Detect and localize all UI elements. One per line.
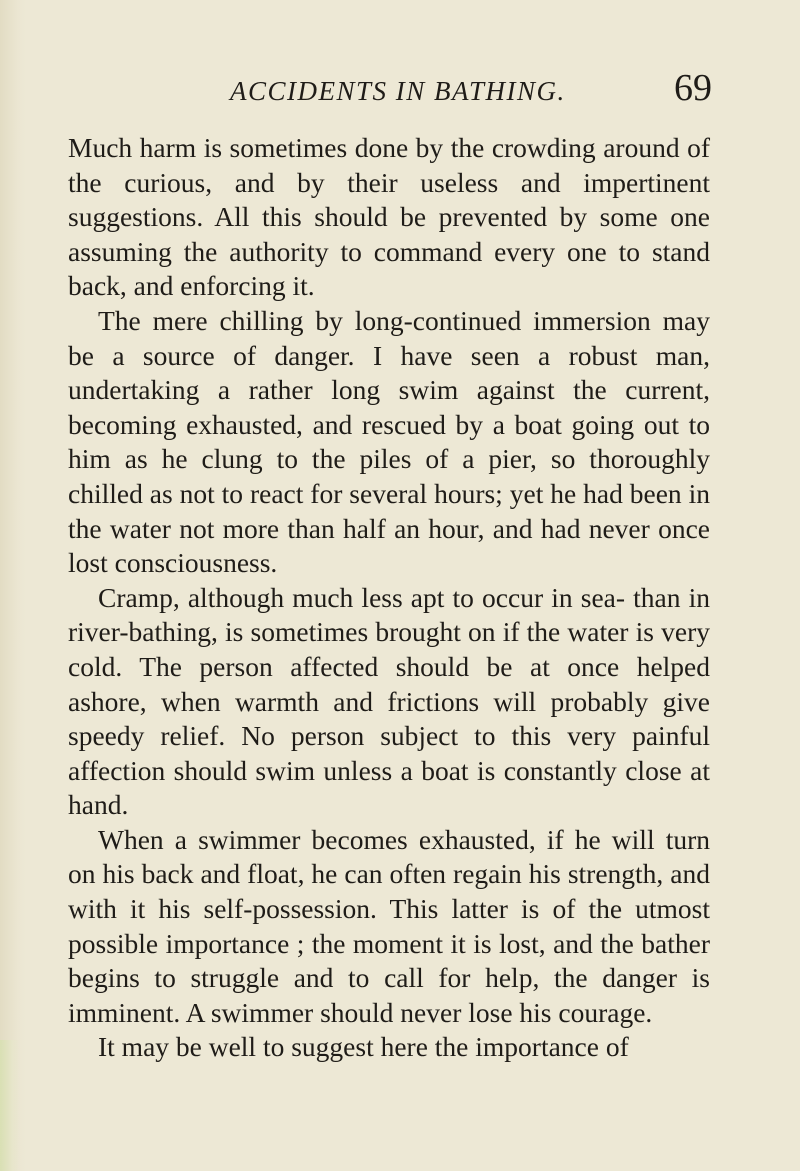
- body-text: [68, 131, 710, 1065]
- paragraph: When a swimmer becomes exhausted, if he will turn on his back and float, he can often regain his strength, and with it his self-possession. This latter is of the utmost possible importance ; the moment it is lost, and the bather begins to struggle and to call for help, the danger is imminent. A swimmer should never lose his courage.: [68, 823, 710, 1028]
- page-header: [68, 68, 712, 118]
- page-number: 69: [674, 67, 712, 109]
- page-edge-shadow: [0, 0, 26, 1171]
- paragraph: Cramp, although much less apt to occur in sea- than in river-bathing, is sometimes brought on if the water is very cold. The person affected should be at once helped ashore, when warmth and frictions will probably give speedy relief. No person subject to this very painful affection should swim unless a boat is constantly close at hand.: [68, 581, 710, 821]
- paragraph: Much harm is sometimes done by the crowding around of the curious, and by their useless and impertinent suggestions. All this should be prevented by some one assuming the authority to command every one to stand back, and enforcing it.: [68, 132, 710, 302]
- paragraph: The mere chilling by long-continued immersion may be a source of danger. I have seen a robust man, undertaking a rather long swim against the current, becoming exhausted, and rescued by a boat going out to him as he clung to the piles of a pier, so thoroughly chilled as not to react for several hours; yet he had been in the water not more than half an hour, and had never once lost consciousness.: [68, 304, 710, 579]
- running-title: ACCIDENTS IN BATHING.: [230, 76, 566, 106]
- page-edge-stain: [0, 1040, 20, 1171]
- paragraph: It may be well to suggest here the importance of: [98, 1031, 629, 1063]
